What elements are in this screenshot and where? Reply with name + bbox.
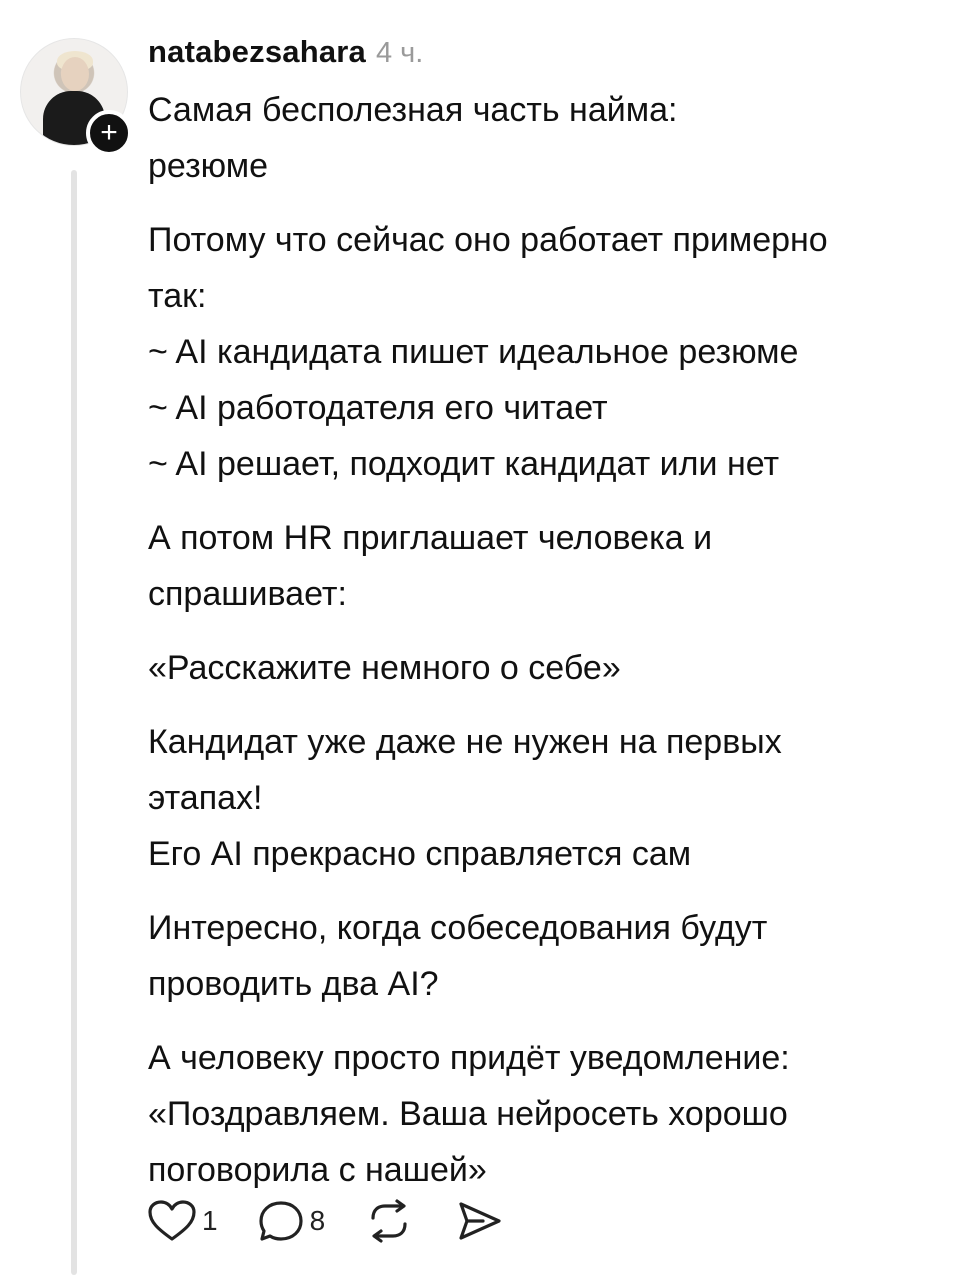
post-line: этапах! (148, 779, 263, 817)
post-line: А потом HR приглашает человека и (148, 519, 713, 557)
repost-icon (363, 1198, 415, 1244)
thread-line (71, 170, 77, 1275)
post-line: Кандидат уже даже не нужен на первых (148, 723, 782, 761)
reply-count: 8 (309, 1205, 326, 1236)
like-button[interactable] (146, 1198, 218, 1244)
post-line: так: (148, 277, 207, 315)
comment-icon (256, 1198, 306, 1244)
follow-plus-icon[interactable]: + (86, 110, 132, 156)
post-header (148, 34, 423, 70)
action-bar (146, 1196, 543, 1246)
post-line: Его AI прекрасно справляется сам (148, 835, 692, 873)
post-line: «Поздравляем. Ваша нейросеть хорошо (148, 1095, 788, 1133)
post-line: «Расскажите немного о себе» (148, 649, 621, 687)
post-line: ~ AI кандидата пишет идеальное резюме (148, 333, 799, 371)
like-count: 1 (202, 1205, 218, 1236)
post-line: проводить два AI? (148, 965, 439, 1003)
post-line: резюме (148, 147, 269, 185)
post-line: Самая бесполезная часть найма: (148, 91, 678, 129)
post-line: спрашивает: (148, 575, 347, 613)
reply-button[interactable] (256, 1198, 326, 1244)
repost-button[interactable] (363, 1198, 415, 1244)
send-icon (453, 1198, 505, 1244)
timestamp[interactable]: 4 ч. (375, 37, 424, 69)
heart-icon (146, 1198, 198, 1244)
post-line: ~ AI решает, подходит кандидат или нет (148, 445, 780, 483)
post-body (148, 82, 938, 1198)
post-line: А человеку просто придёт уведомление: (148, 1039, 790, 1077)
post-line: ~ AI работодателя его читает (148, 389, 608, 427)
username[interactable]: natabezsahara (148, 34, 366, 69)
post-line: Потому что сейчас оно работает примерно (148, 221, 828, 259)
share-button[interactable] (453, 1198, 505, 1244)
post-line: Интересно, когда собеседования будут (148, 909, 768, 947)
post-line: поговорила с нашей» (148, 1151, 487, 1189)
